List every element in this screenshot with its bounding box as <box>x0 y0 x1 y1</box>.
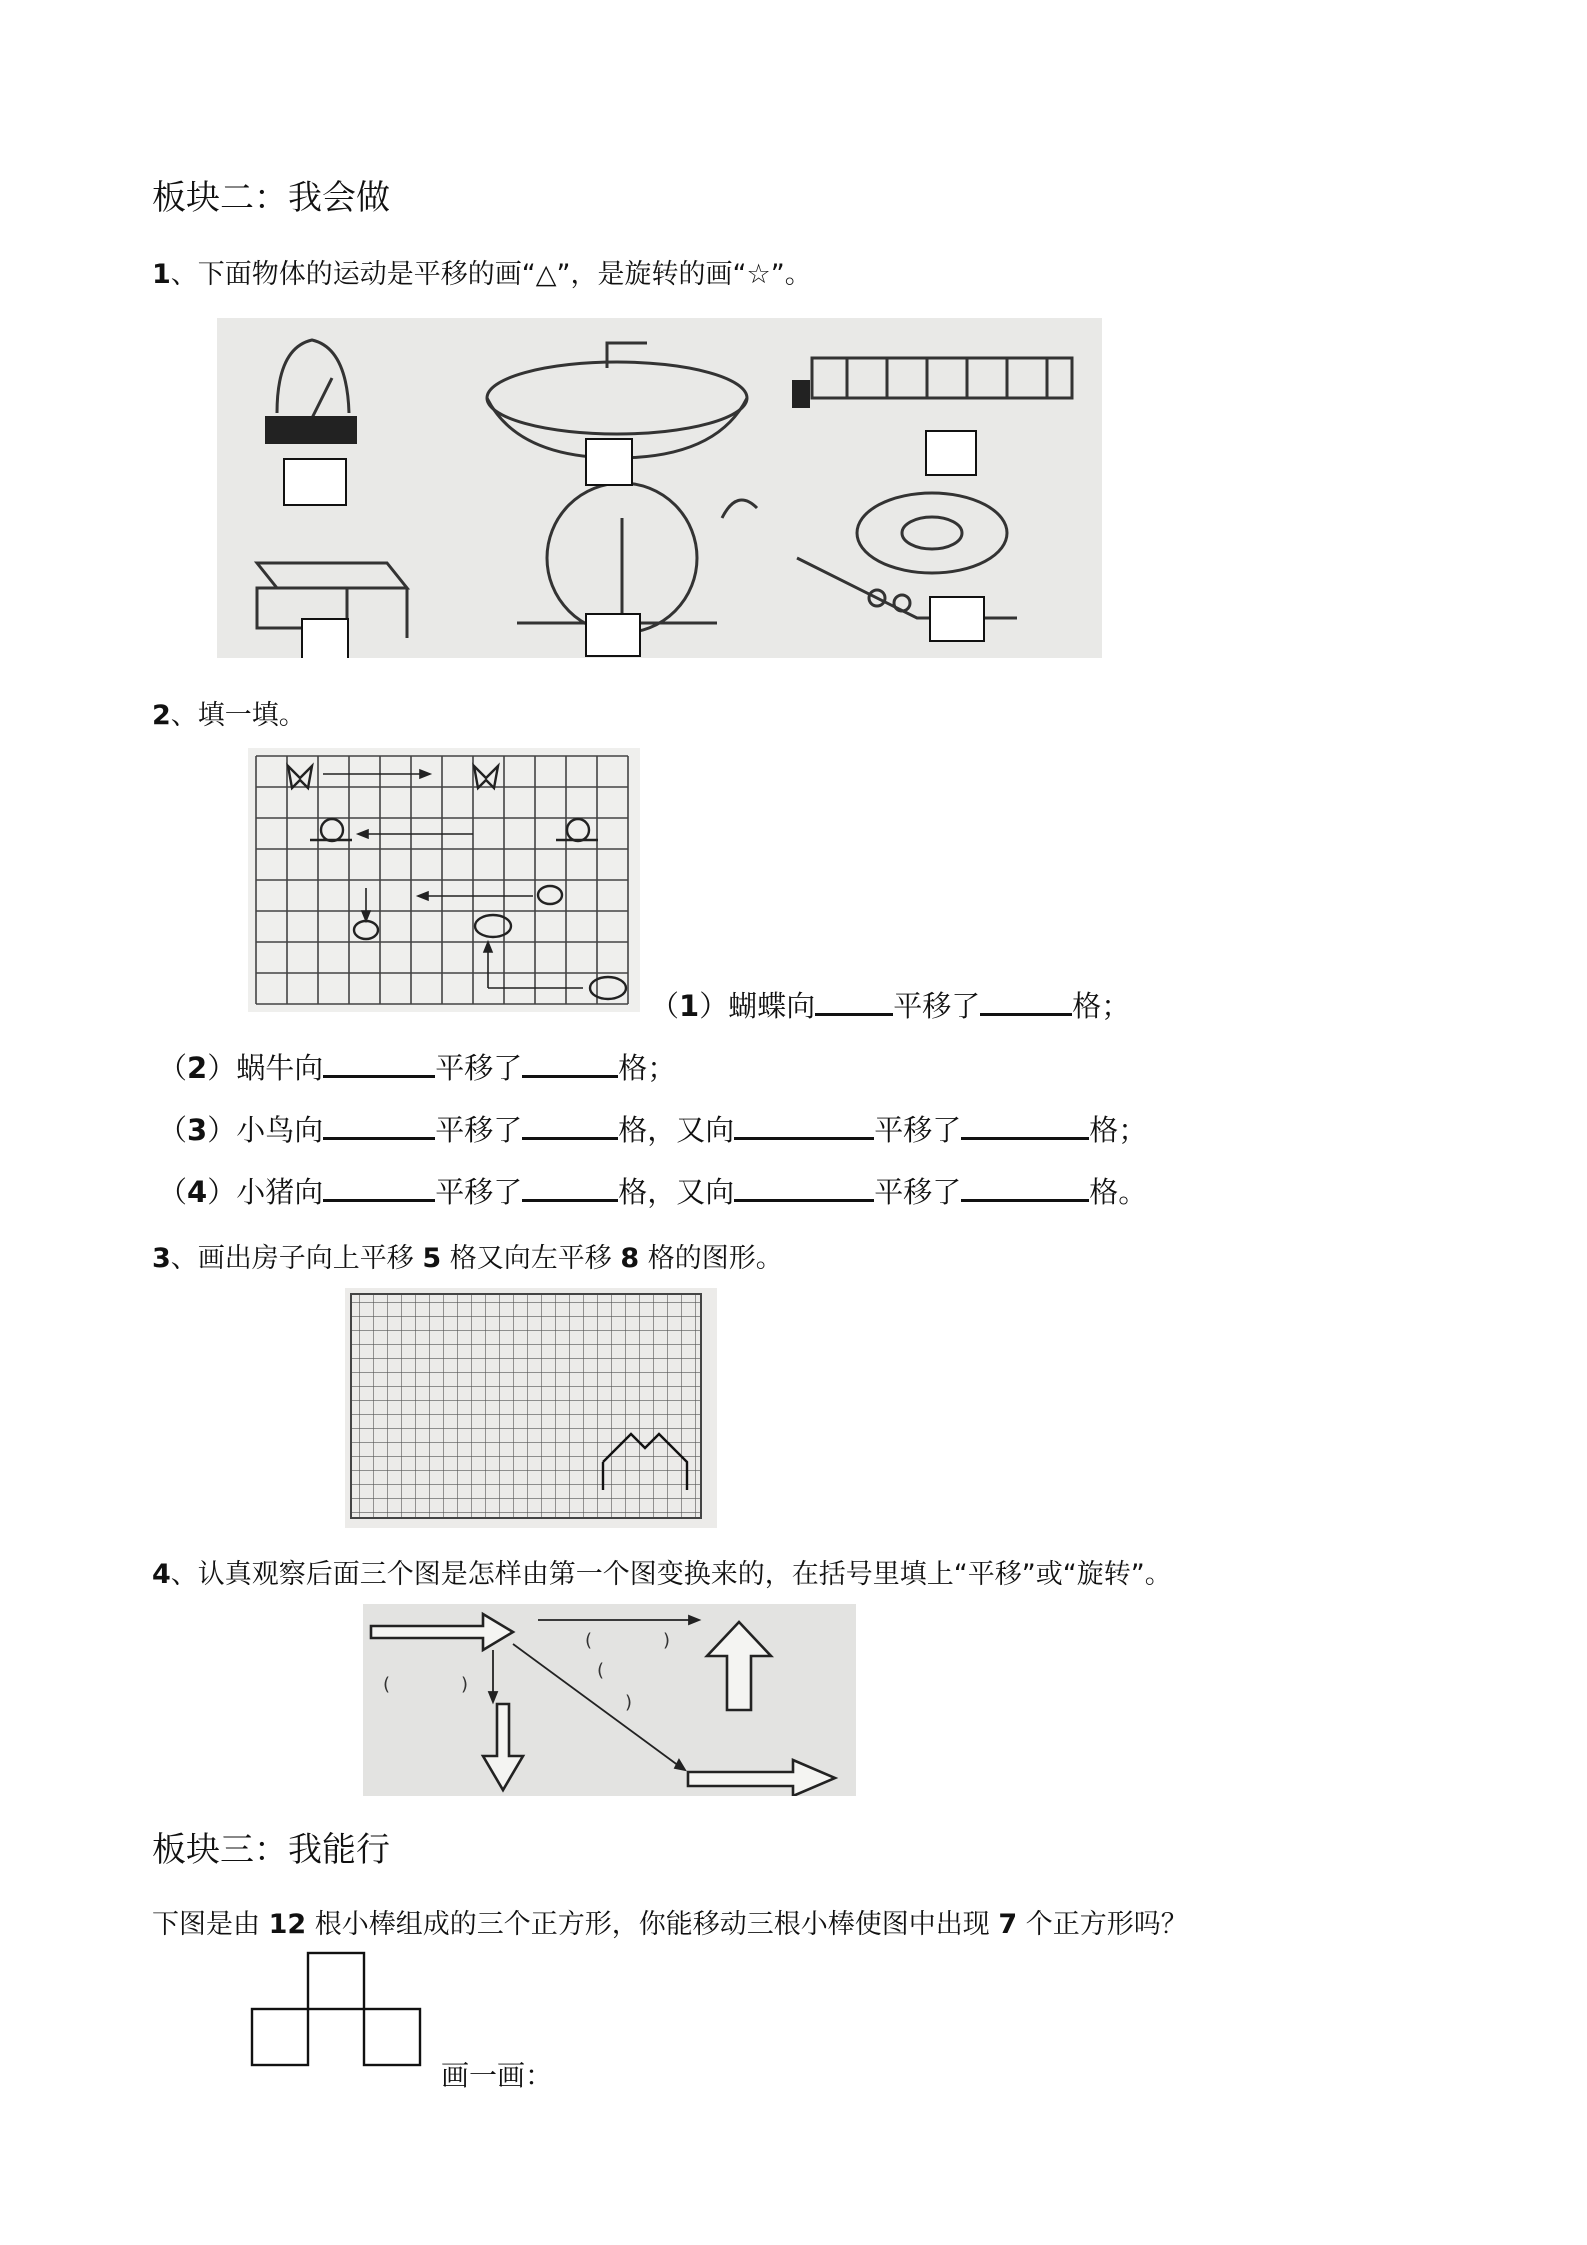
section-title-3: 板块三：我能行 <box>152 1830 390 1870</box>
blank-count-2[interactable] <box>961 1173 1089 1202</box>
stick-squares-figure <box>248 1950 424 2070</box>
fill-text: 格。 <box>1089 1175 1148 1209</box>
blank-count[interactable] <box>522 1049 618 1078</box>
item-number: 2 <box>187 1051 208 1085</box>
fill-line-2 <box>158 1046 676 1087</box>
fill-text: ）小鸟向 <box>207 1113 324 1147</box>
fill-text: 格； <box>1072 989 1131 1023</box>
house-grid-picture <box>345 1288 717 1528</box>
blank-direction[interactable] <box>815 987 893 1016</box>
paren-open: （ <box>158 1113 188 1147</box>
paren-open: （ <box>650 989 680 1023</box>
question-text: 下图是由 <box>152 1909 269 1940</box>
question-number: 3 <box>152 1243 171 1274</box>
blank-count[interactable] <box>522 1173 618 1202</box>
question-number-value: 5 <box>422 1243 442 1274</box>
question-text: 格又向左平移 <box>441 1243 621 1274</box>
answer-box-clock[interactable] <box>283 458 347 506</box>
item-number: 1 <box>679 989 700 1023</box>
svg-text:(: ( <box>585 1630 593 1651</box>
translation-grid-picture <box>248 748 640 1012</box>
answer-box-globe[interactable] <box>585 613 641 657</box>
answer-box-sink-tap[interactable] <box>585 438 633 486</box>
question-3 <box>152 1236 783 1275</box>
question-text: 、认真观察后面三个图是怎样由第一个图变换来的，在括号里填上“平移”或“旋转”。 <box>170 1559 1172 1590</box>
fill-text: ）蝴蝶向 <box>699 989 816 1023</box>
fill-text: 平移了 <box>874 1113 962 1147</box>
draw-label: 画一画： <box>441 2059 554 2092</box>
question-text: 、下面物体的运动是平移的画“△”，是旋转的画“☆”。 <box>170 259 812 290</box>
question-text: 格的图形。 <box>639 1243 783 1274</box>
fill-text: 平移了 <box>874 1175 962 1209</box>
fill-text: 平移了 <box>435 1113 523 1147</box>
blank-count[interactable] <box>522 1111 618 1140</box>
fill-text: 格； <box>1089 1113 1148 1147</box>
house-grid-drawing <box>345 1288 717 1528</box>
question-number-value: 8 <box>620 1243 640 1274</box>
arrow-transform-drawing <box>363 1604 856 1796</box>
answer-box-turntable[interactable] <box>929 596 985 642</box>
question-number-value: 7 <box>998 1909 1018 1940</box>
paren-open: （ <box>158 1175 188 1209</box>
section3-question <box>152 1902 1188 1941</box>
blank-direction[interactable] <box>323 1049 435 1078</box>
fill-text: 格； <box>618 1051 677 1085</box>
fill-text: 格，又向 <box>618 1113 735 1147</box>
question-number: 2 <box>152 700 171 731</box>
fill-text: 格，又向 <box>618 1175 735 1209</box>
question-2 <box>152 693 306 732</box>
svg-text:): ) <box>461 1674 469 1695</box>
fill-line-4 <box>158 1170 1147 1211</box>
item-number: 4 <box>187 1175 208 1209</box>
svg-text:(: ( <box>383 1674 391 1695</box>
question-1 <box>152 252 812 291</box>
blank-direction[interactable] <box>323 1173 435 1202</box>
answer-box-abacus[interactable] <box>925 430 977 476</box>
blank-direction[interactable] <box>323 1111 435 1140</box>
fill-text: 平移了 <box>893 989 981 1023</box>
question-text: 、填一填。 <box>170 700 306 731</box>
svg-text:): ) <box>663 1630 671 1651</box>
blank-count-2[interactable] <box>961 1111 1089 1140</box>
question-4 <box>152 1552 1172 1591</box>
question-text: 根小棒组成的三个正方形，你能移动三根小棒使图中出现 <box>306 1909 999 1940</box>
stick-squares-drawing <box>248 1950 424 2070</box>
translation-grid-drawing <box>248 748 640 1012</box>
question-number-value: 12 <box>268 1909 307 1940</box>
blank-count[interactable] <box>980 987 1072 1016</box>
fill-text: ）小猪向 <box>207 1175 324 1209</box>
blank-direction-2[interactable] <box>734 1111 874 1140</box>
question-text: 个正方形吗？ <box>1017 1909 1188 1940</box>
answer-box-drawer[interactable] <box>301 618 349 658</box>
fill-text: 平移了 <box>435 1051 523 1085</box>
question-number: 1 <box>152 259 171 290</box>
fill-text: ）蜗牛向 <box>207 1051 324 1085</box>
question-text: 、画出房子向上平移 <box>170 1243 423 1274</box>
svg-text:(: ( <box>597 1660 605 1681</box>
arrow-transform-picture <box>363 1604 856 1796</box>
fill-line-3 <box>158 1108 1147 1149</box>
svg-text:): ) <box>625 1692 633 1713</box>
fill-text: 平移了 <box>435 1175 523 1209</box>
fill-line-1 <box>650 984 1130 1025</box>
motion-objects-picture <box>217 318 1102 658</box>
paren-open: （ <box>158 1051 188 1085</box>
blank-direction-2[interactable] <box>734 1173 874 1202</box>
question-number: 4 <box>152 1559 171 1590</box>
section-title-2: 板块二：我会做 <box>152 178 390 218</box>
item-number: 3 <box>187 1113 208 1147</box>
